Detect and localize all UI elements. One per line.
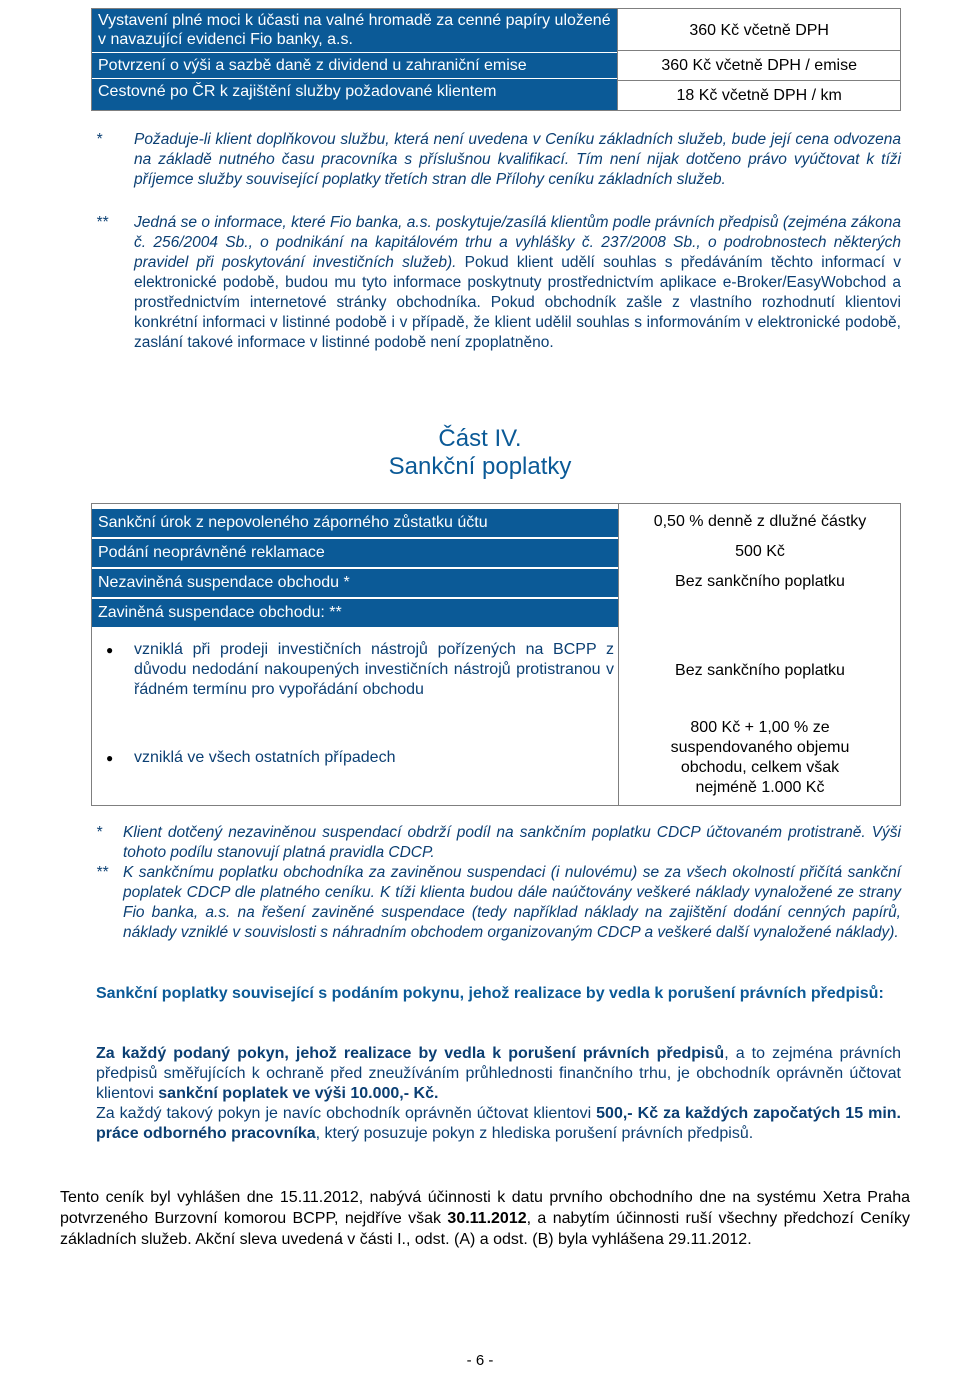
footnote-mark: ** — [96, 864, 109, 881]
bullet-text: vzniklá ve všech ostatních případech — [134, 749, 396, 766]
footnote-mark: * — [96, 824, 103, 841]
paragraph-bold: 30.11.2012 — [447, 1210, 527, 1227]
sanction-values-column — [618, 504, 901, 805]
section-title: Část IV. — [438, 425, 522, 452]
page-number: - 6 - — [466, 1352, 494, 1369]
sanction-footnote-2 — [96, 863, 901, 963]
paragraph-text: , a to zejména právních předpisů směřujících k ochraně před zneužíváním průhlednosti finančního trhu, je obchodník oprávněn účtovat klientovi — [96, 1045, 902, 1102]
paragraph-text: , který posuzuje pokyn z hlediska porušení právních předpisů. — [315, 1125, 754, 1142]
footnote-mark: ** — [96, 214, 109, 231]
sanction-orders-paragraph — [96, 1044, 901, 1104]
sanction-orders-heading: Sankční poplatky související s podáním pokynu, jehož realizace by vedla k porušení právních předpisů: — [96, 985, 884, 1002]
sanction-value: 800 Kč + 1,00 % ze suspendovaného objemu obchodu, celkem však nejméně 1.000 Kč — [670, 719, 850, 796]
sanction-value: Bez sankčního poplatku — [675, 662, 845, 679]
sanction-value: 500 Kč — [735, 543, 785, 560]
fee-price: 18 Kč včetně DPH / km — [618, 80, 900, 110]
footnote-plain-text: Pokud klient udělí souhlas s předáváním těchto informací v elektronické podobě, budou mu tyto informace poskytnuty prostřednictvím aplikace e-Broker/EasyWobchod a prostřednictvím internetové stránky obchodníka. Pokud obchodník zašle z vlastního rozhodnutí klientovi konkrétní informaci v listinné podobě i v případě, že klient udělil souhlas s informováním v elektronické podobě, zaslání takové informace v listinné podobě není zpoplatněno. — [134, 254, 902, 351]
footnote-text — [134, 213, 901, 353]
sanction-value: 0,50 % denně z dlužné částky — [653, 513, 867, 530]
fee-label: Vystavení plné moci k účasti na valné hromadě za cenné papíry uložené v navazující evidenci Fio banky, a.s. — [98, 12, 611, 48]
bullet-icon: ● — [106, 751, 114, 765]
fee-price: 360 Kč včetně DPH / emise — [618, 50, 900, 80]
fee-table — [91, 8, 901, 111]
paragraph-text: , a nabytím účinnosti ruší všechny předchozí Ceníky základních služeb. Akční sleva uvedená v části I., odst. (A) a odst. (B) byla vyhlášena 29.11.2012. — [60, 1210, 911, 1248]
sanction-label: Sankční úrok z nepovoleného záporného zůstatku účtu — [92, 509, 618, 537]
paragraph-bold: Za každý podaný pokyn, jehož realizace by vedla k porušení právních předpisů — [96, 1045, 725, 1062]
sanction-label: Podání neoprávněné reklamace — [92, 539, 618, 567]
paragraph-text: Za každý takový pokyn je navíc obchodník oprávněn účtovat klientovi — [96, 1105, 592, 1122]
fee-labels-column — [92, 9, 618, 111]
fee-label: Cestovné po ČR k zajištění služby požadované klientem — [92, 78, 617, 104]
bullet-text: vzniklá při prodeji investičních nástrojů pořízených na BCPP z důvodu nedodání nakoupených investičních nástrojů protistranou v řádném termínu pro vypořádání obchodu — [134, 641, 614, 698]
footnote-text: K sankčnímu poplatku obchodníka za zaviněnou suspendaci (i nulovému) se za všech okolností přičítá sankční poplatek CDCP dle platného ceníku. K tíži klienta budou dále naúčtovány veškeré náklady vynaložené ze strany Fio banka, a.s. na řešení zaviněné suspendace (tedy například náklady na zajištění dodání cenných papírů, náklady vzniklé v souvislosti s náhradním obchodem organizovaným CDCP a veškeré další vynaložené náklady). — [123, 864, 901, 941]
sanction-labels-column — [92, 504, 618, 805]
sanction-footnote-1 — [96, 823, 901, 863]
footnote-text: Klient dotčený nezaviněnou suspendací obdrží podíl na sankčním poplatku CDCP účtovaném protistraně. Výši tohoto podílu stanovují platná pravidla CDCP. — [123, 824, 901, 861]
fee-price: 360 Kč včetně DPH — [689, 22, 829, 39]
footnote-2 — [96, 213, 901, 373]
footnote-1 — [96, 130, 901, 210]
sanction-label: Nezaviněná suspendace obchodu * — [92, 569, 618, 597]
paragraph-bold: 500,- Kč za každých započatých 15 min. práce odborného pracovníka — [96, 1105, 901, 1142]
sanction-orders-paragraph-2 — [96, 1104, 901, 1144]
footnote-italic-text: Jedná se o informace, které Fio banka, a.s. poskytuje/zasílá klientům podle právních předpisů (zejména zákona č. 256/2004 Sb., o podnikání na kapitálovém trhu a vyhlášky č. 237/2008 Sb., o podrobnostech některých pravidel při poskytování investičních služeb). — [134, 214, 901, 271]
section-subtitle: Sankční poplatky — [388, 453, 572, 480]
fee-label: Potvrzení o výši a sazbě daně z dividend u zahraniční emise — [92, 52, 617, 78]
sanction-value: Bez sankčního poplatku — [675, 573, 845, 590]
sanction-label: Zaviněná suspendace obchodu: ** — [92, 599, 618, 627]
paragraph-bold: sankční poplatek ve výši 10.000,- Kč. — [158, 1085, 439, 1102]
fee-prices-column — [618, 9, 901, 111]
paragraph-text: Tento ceník byl vyhlášen dne 15.11.2012, nabývá účinnosti k datu prvního obchodního dne na systému Xetra Praha potvrzeného Burzovní komorou BCPP, nejdříve však — [60, 1189, 910, 1227]
validity-paragraph — [60, 1187, 910, 1250]
footnote-mark: * — [96, 131, 103, 148]
sanction-table — [91, 503, 901, 806]
bullet-icon: ● — [106, 643, 114, 657]
footnote-text: Požaduje-li klient doplňkovou službu, která není uvedena v Ceníku základních služeb, bude její cena odvozena na základě nutného času pracovníka s příslušnou kvalifikací. Tím není nijak dotčeno právo vyúčtovat k tíži příjemce služby související poplatky třetích stran dle Přílohy ceníku základních služeb. — [134, 131, 901, 188]
